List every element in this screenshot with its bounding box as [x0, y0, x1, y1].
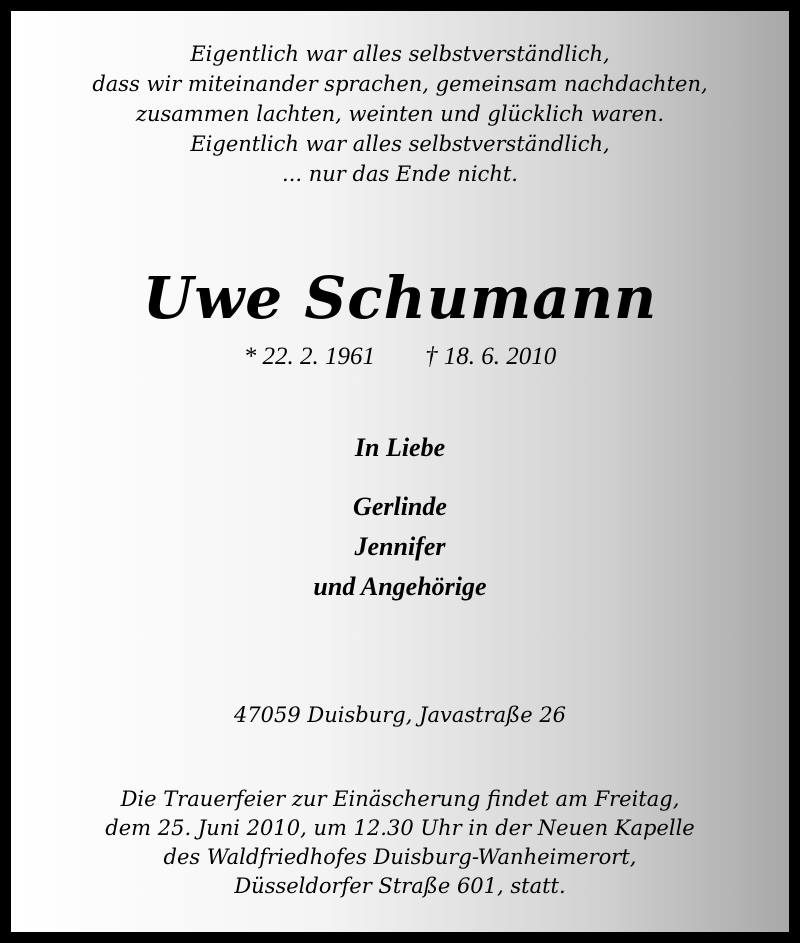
mourners-intro: In Liebe: [354, 433, 446, 462]
obituary-card: [11, 11, 789, 932]
mourner-name: Jennifer: [354, 532, 446, 561]
death-date: † 18. 6. 2010: [425, 343, 557, 370]
verse-line: dass wir miteinander sprachen, gemeinsam nachdachten,: [92, 72, 708, 96]
mourner-name: und Angehörige: [313, 572, 487, 601]
notice-line: Düsseldorfer Straße 601, statt.: [234, 874, 566, 898]
mourner-name: Gerlinde: [353, 492, 447, 521]
verse-line: zusammen lachten, weinten und glücklich waren.: [135, 102, 665, 126]
verse-line: ... nur das Ende nicht.: [282, 162, 518, 186]
notice-line: dem 25. Juni 2010, um 12.30 Uhr in der Neuen Kapelle: [105, 816, 695, 840]
life-dates: [11, 342, 789, 372]
birth-date: * 22. 2. 1961: [243, 343, 375, 370]
deceased-name: Uwe Schumann: [142, 264, 658, 332]
notice-line: Die Trauerfeier zur Einäscherung findet am Freitag,: [120, 787, 680, 811]
verse-line: Eigentlich war alles selbstverständlich,: [190, 42, 610, 66]
notice-line: des Waldfriedhofes Duisburg-Wanheimerort,: [163, 845, 637, 869]
family-address: 47059 Duisburg, Javastraße 26: [233, 703, 567, 727]
verse-line: Eigentlich war alles selbstverständlich,: [190, 132, 610, 156]
